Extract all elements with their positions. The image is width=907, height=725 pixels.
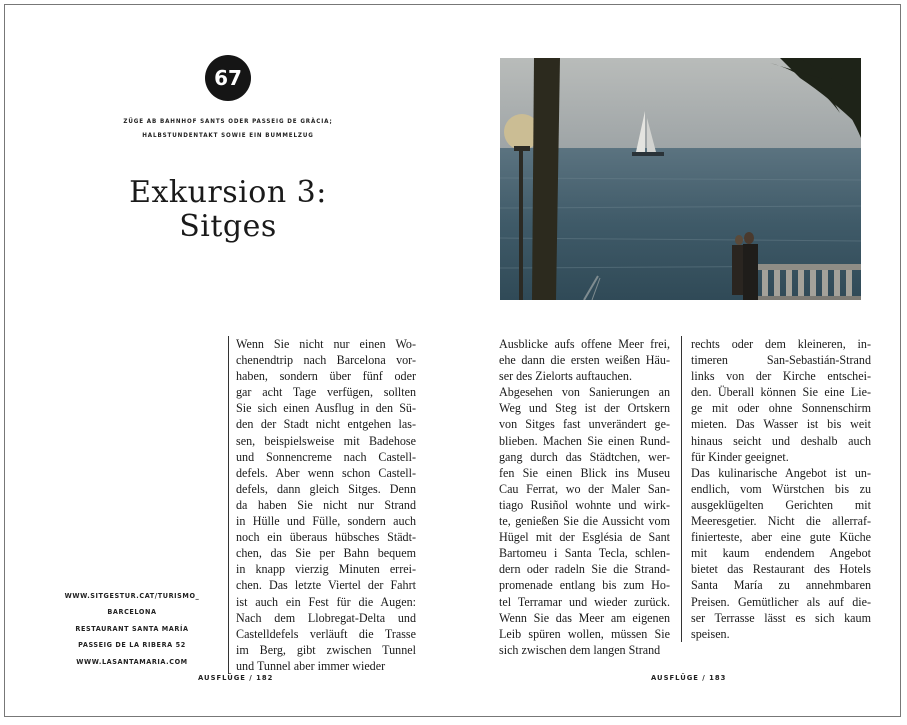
text-line: Bartomeu i Santa Tecla, schlen- [499, 546, 670, 561]
text-column-1 [228, 336, 416, 674]
text-line: hinaus seicht und deshalb auch [691, 433, 871, 448]
text-column-3 [681, 336, 871, 642]
text-line: ge mit oder ohne Sonnenschirm [691, 401, 871, 416]
text-line: ehe dann die ersten weißen Häu- [499, 353, 670, 368]
seaside-promenade-photo-icon [500, 58, 861, 300]
text-line: den. Überall können Sie eine Lie- [691, 385, 871, 400]
text-line: chen. Das letzte Viertel der Fahrt [236, 578, 416, 593]
text-line: Das kulinarische Angebot ist un- [691, 465, 871, 480]
text-line: links von der Kirche entschei- [691, 369, 871, 384]
text-line: rechts oder dem kleineren, in- [691, 337, 871, 351]
text-line: defels. Aber wenn schon Castell- [236, 465, 416, 480]
text-line: mit kaum endendem Angebot [691, 546, 871, 561]
text-line: finierteste, aber eine gute Küche [691, 530, 871, 545]
restaurant-website-link[interactable]: WWW.LASANTAMARIA.COM [76, 656, 188, 666]
text-line: Ausblicke aufs offene Meer frei, [499, 337, 670, 351]
transport-line: HALBSTUNDENTAKT SOWIE EIN BUMMELZUG [142, 132, 314, 139]
restaurant-name: RESTAURANT SANTA MARÍA [75, 623, 189, 633]
text-line: Meeresgetier. Nicht die allerraf- [691, 514, 871, 529]
text-line: für Kinder geeignet. [691, 449, 789, 464]
text-line: timeren San-Sebastián-Strand [691, 353, 871, 368]
text-line: und Sonnencreme nach Castell- [236, 449, 416, 464]
text-line: mieten. Das Wasser ist bis weit [691, 417, 871, 432]
text-line: sich zwischen dem langen Strand [499, 642, 661, 657]
address-info [62, 588, 202, 670]
text-line: ser des Zielorts auftauchen. [499, 369, 632, 384]
chapter-title [100, 176, 356, 244]
text-line: Sie sich einen Ausflug in den Sü- [236, 401, 416, 416]
text-line: Wenn Sie das Meer am eigenen [499, 610, 670, 625]
text-line: da haben Sie nicht nur Strand [236, 497, 416, 512]
text-line: bietet das Restaurant des Hotels [691, 562, 871, 577]
excursion-number-badge [205, 55, 251, 101]
transport-info [90, 115, 366, 143]
text-line: Preisen. Gemütlicher als auf die- [691, 594, 871, 609]
text-line: ser Terrasse lässt es sich kaum [691, 610, 871, 625]
text-line: den der Stadt nicht entgehen las- [236, 417, 416, 432]
chapter-title-line-1: Exkursion 3: [129, 175, 327, 210]
text-line: chenendtrip nach Barcelona vor- [236, 353, 416, 368]
page-folio-right: AUSFLÜGE / 183 [651, 674, 727, 682]
text-line: tiago Rusiñol wohnte und wirk- [499, 497, 670, 512]
text-line: Leib spüren wollen, müssen Sie [499, 626, 670, 641]
text-line: in knapp vierzig Minuten errei- [236, 562, 416, 577]
text-line: ausgeklügelten Gerichten mit [691, 497, 871, 512]
text-line: sen, beispielsweise mit Badehose [236, 433, 416, 448]
text-line: defels, dann gleich Sitges. Denn [236, 481, 416, 496]
text-line: endlich, vom Würstchen bis zu [691, 481, 871, 496]
text-line: Nach dem Llobregat-Delta und [236, 610, 416, 625]
text-line: fen Sie einen Blick ins Museu [499, 465, 670, 480]
text-line: Cau Ferrat, wo der Maler San- [499, 481, 670, 496]
text-line: Hügel mit der Església de Sant [499, 530, 670, 545]
text-line: Wenn Sie nicht nur einen Wo- [236, 337, 416, 351]
website-link[interactable]: WWW.SITGESTUR.CAT/TURISMO_ [64, 591, 200, 600]
text-line: Weg und Steg ist der Ortskern [499, 401, 670, 416]
text-line: gang durch das Städtchen, wer- [499, 449, 670, 464]
text-line: Santa María zu annehmbaren [691, 578, 871, 593]
text-line: speisen. [691, 626, 730, 641]
address-city: BARCELONA [107, 607, 157, 617]
page-folio-left: AUSFLÜGE / 182 [198, 674, 274, 682]
text-line: Castelldefels verläuft die Trasse [236, 626, 416, 641]
excursion-number: 67 [214, 66, 242, 90]
text-line: te, genießen Sie die Aussicht vom [499, 514, 670, 529]
sitges-seaside-photo [500, 58, 861, 300]
chapter-title-line-2: Sitges [179, 209, 277, 244]
text-line: ist auch ein Fest für die Augen: [236, 594, 416, 609]
transport-line: ZÜGE AB BAHNHOF SANTS ODER PASSEIG DE GRÀCIA; [123, 118, 333, 125]
text-line: noch ein überaus hübsches Städt- [236, 530, 416, 545]
text-line: gar acht Tage verfügen, sollten [236, 385, 416, 400]
text-line: blieben. Machen Sie einen Rund- [499, 433, 670, 448]
text-line: in Hülle und Fülle, sondern auch [236, 514, 416, 529]
text-line: und Tunnel aber immer wieder [236, 658, 386, 673]
text-line: im Berg, gibt zwischen Tunnel [236, 642, 416, 657]
text-line: dern oder radeln Sie die Strand- [499, 562, 670, 577]
text-line: tel Terramar und wieder zurück. [499, 594, 670, 609]
text-line: haben, sondern über fünf oder [236, 369, 416, 384]
text-column-2 [499, 336, 670, 658]
text-line: von Sitges fast unverändert ge- [499, 417, 670, 432]
text-line: promenade entlang bis zum Ho- [499, 578, 670, 593]
text-line: chen, das Sie per Bahn bequem [236, 546, 416, 561]
restaurant-address: PASSEIG DE LA RIBERA 52 [78, 640, 186, 650]
text-line: Abgesehen von Sanierungen an [499, 385, 670, 400]
